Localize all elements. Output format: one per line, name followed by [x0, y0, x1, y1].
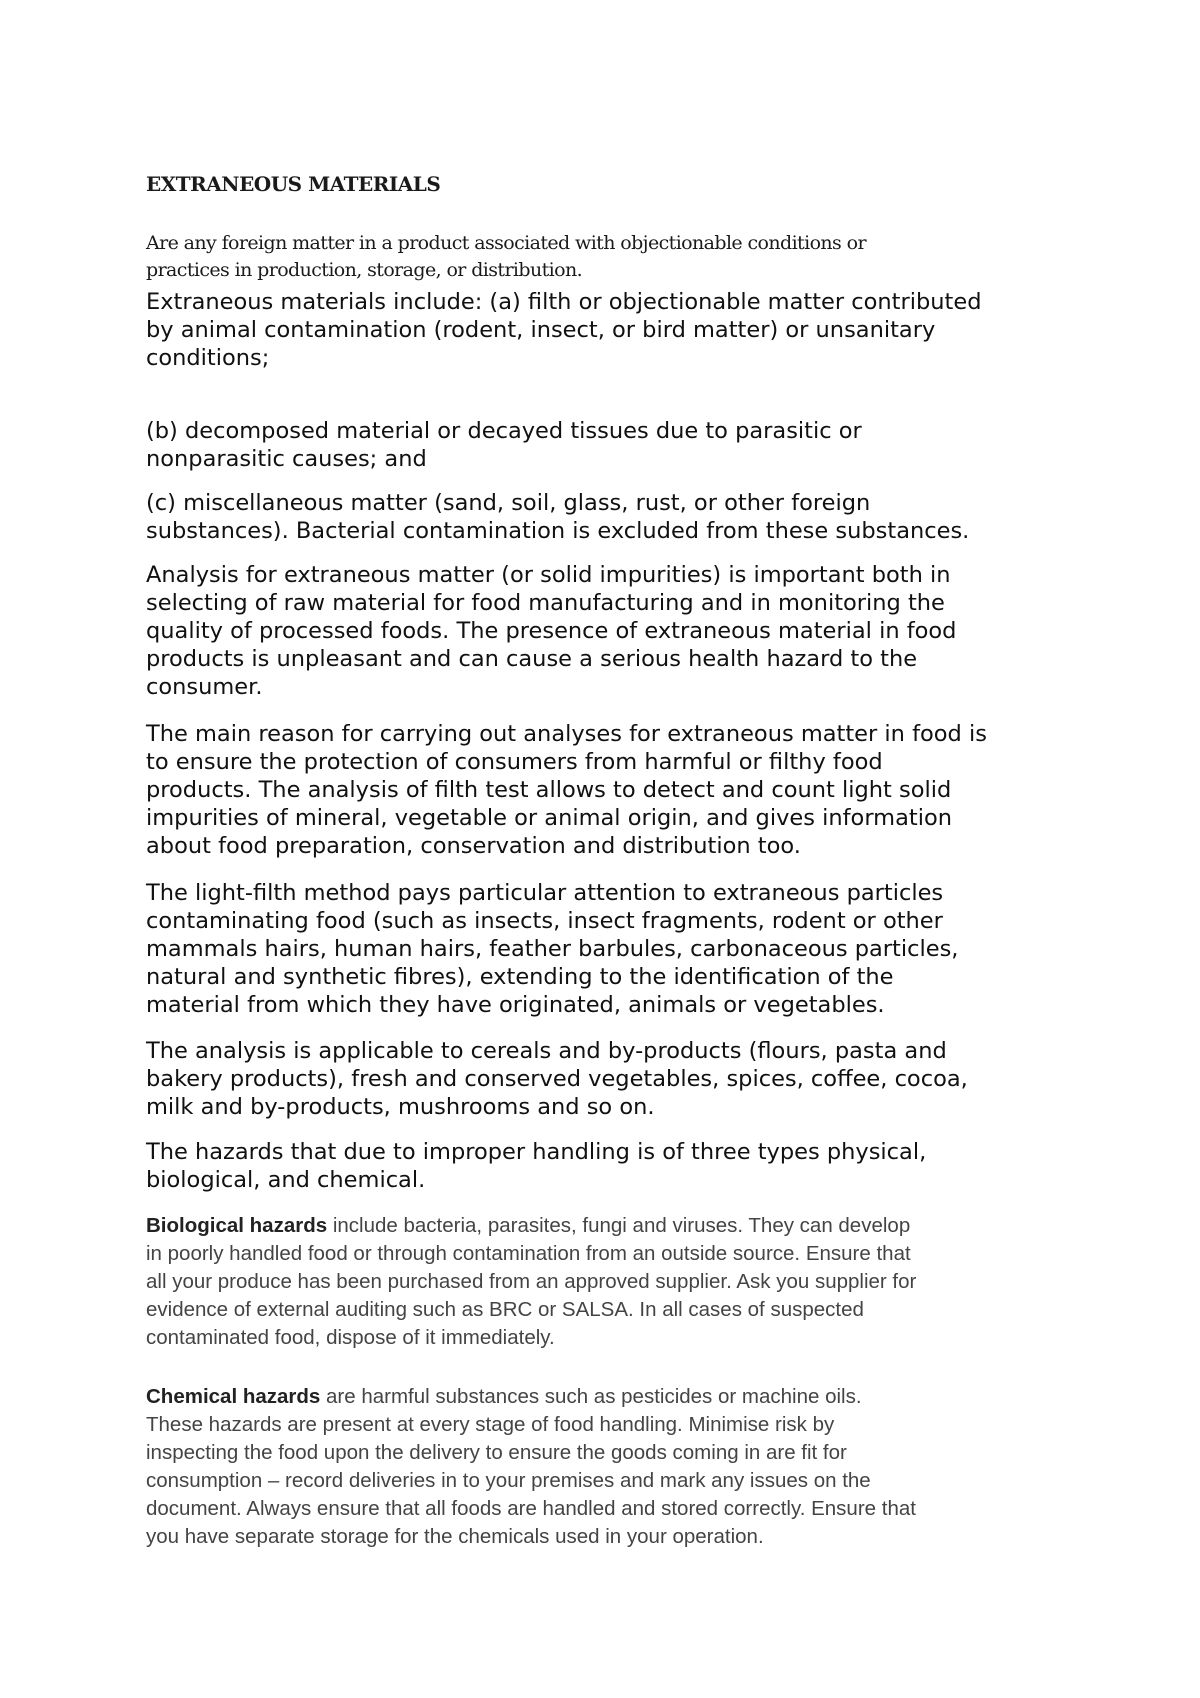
paragraph-hazard-types [146, 1138, 1076, 1194]
hazard-text: are harmful substances such as pesticides or machine oils. [320, 1385, 862, 1408]
paragraph-line: to ensure the protection of consumers from harmful or filthy food [146, 749, 883, 775]
paragraph-line: quality of processed foods. The presence of extraneous material in food [146, 618, 957, 644]
hazard-line: evidence of external auditing such as BRC or SALSA. In all cases of suspected [146, 1298, 864, 1321]
biological-hazards-term: Biological hazards [146, 1214, 328, 1237]
chemical-hazards-term: Chemical hazards [146, 1385, 321, 1408]
paragraph-line: selecting of raw material for food manufacturing and in monitoring the [146, 590, 945, 616]
hazard-line: document. Always ensure that all foods are handled and stored correctly. Ensure that [146, 1497, 916, 1520]
paragraph-line: The analysis is applicable to cereals and by-products (flours, pasta and [146, 1038, 947, 1064]
hazard-line: contaminated food, dispose of it immediately. [146, 1326, 555, 1349]
paragraph-line: impurities of mineral, vegetable or animal origin, and gives information [146, 805, 952, 831]
paragraph-miscellaneous [146, 489, 1076, 545]
paragraph-line: (b) decomposed material or decayed tissues due to parasitic or [146, 418, 862, 444]
paragraph-line: substances). Bacterial contamination is excluded from these substances. [146, 518, 970, 544]
paragraph-line: (c) miscellaneous matter (sand, soil, glass, rust, or other foreign [146, 490, 871, 516]
paragraph-line: mammals hairs, human hairs, feather barbules, carbonaceous particles, [146, 936, 959, 962]
paragraph-line: conditions; [146, 345, 270, 371]
paragraph-line: The main reason for carrying out analyses for extraneous matter in food is [146, 721, 987, 747]
paragraph-line: about food preparation, conservation and distribution too. [146, 833, 801, 859]
hazard-line: consumption – record deliveries in to your premises and mark any issues on the [146, 1469, 871, 1492]
hazard-line: inspecting the food upon the delivery to ensure the goods coming in are fit for [146, 1441, 847, 1464]
paragraph-line: products is unpleasant and can cause a serious health hazard to the [146, 646, 918, 672]
paragraph-line: biological, and chemical. [146, 1167, 426, 1193]
paragraph-line: material from which they have originated, animals or vegetables. [146, 992, 885, 1018]
paragraph-line: nonparasitic causes; and [146, 446, 427, 472]
paragraph-line: natural and synthetic fibres), extending to the identification of the [146, 964, 894, 990]
paragraph-decomposed [146, 417, 1076, 473]
definition-paragraph [146, 230, 1046, 284]
chemical-hazards-paragraph [146, 1383, 1076, 1551]
hazard-line [146, 1383, 1076, 1411]
paragraph-line: products. The analysis of filth test allows to detect and count light solid [146, 777, 952, 803]
document-title: EXTRANEOUS MATERIALS [146, 172, 441, 196]
biological-hazards-paragraph [146, 1212, 1076, 1352]
hazard-text: include bacteria, parasites, fungi and viruses. They can develop [327, 1214, 911, 1237]
paragraph-applicable [146, 1037, 1076, 1121]
paragraph-main-reason [146, 720, 1076, 860]
definition-line: Are any foreign matter in a product associated with objectionable conditions or [146, 232, 866, 254]
paragraph-light-filth [146, 879, 1076, 1019]
paragraph-line: The hazards that due to improper handling is of three types physical, [146, 1139, 927, 1165]
hazard-line: These hazards are present at every stage of food handling. Minimise risk by [146, 1413, 835, 1436]
paragraph-line: The light-filth method pays particular attention to extraneous particles [146, 880, 944, 906]
paragraph-line: Extraneous materials include: (a) filth or objectionable matter contributed [146, 289, 982, 315]
paragraph-line: Analysis for extraneous matter (or solid impurities) is important both in [146, 562, 951, 588]
hazard-line: in poorly handled food or through contamination from an outside source. Ensure that [146, 1242, 911, 1265]
hazard-line [146, 1212, 1076, 1240]
hazard-line: you have separate storage for the chemicals used in your operation. [146, 1525, 764, 1548]
definition-line: practices in production, storage, or distribution. [146, 259, 583, 281]
paragraph-line: milk and by-products, mushrooms and so on. [146, 1094, 655, 1120]
hazard-line: all your produce has been purchased from an approved supplier. Ask you supplier for [146, 1270, 917, 1293]
paragraph-line: by animal contamination (rodent, insect, or bird matter) or unsanitary [146, 317, 936, 343]
paragraph-line: bakery products), fresh and conserved vegetables, spices, coffee, cocoa, [146, 1066, 968, 1092]
paragraph-line: contaminating food (such as insects, insect fragments, rodent or other [146, 908, 943, 934]
paragraph-extraneous-includes [146, 288, 1076, 372]
paragraph-line: consumer. [146, 674, 263, 700]
paragraph-analysis-importance [146, 561, 1076, 701]
